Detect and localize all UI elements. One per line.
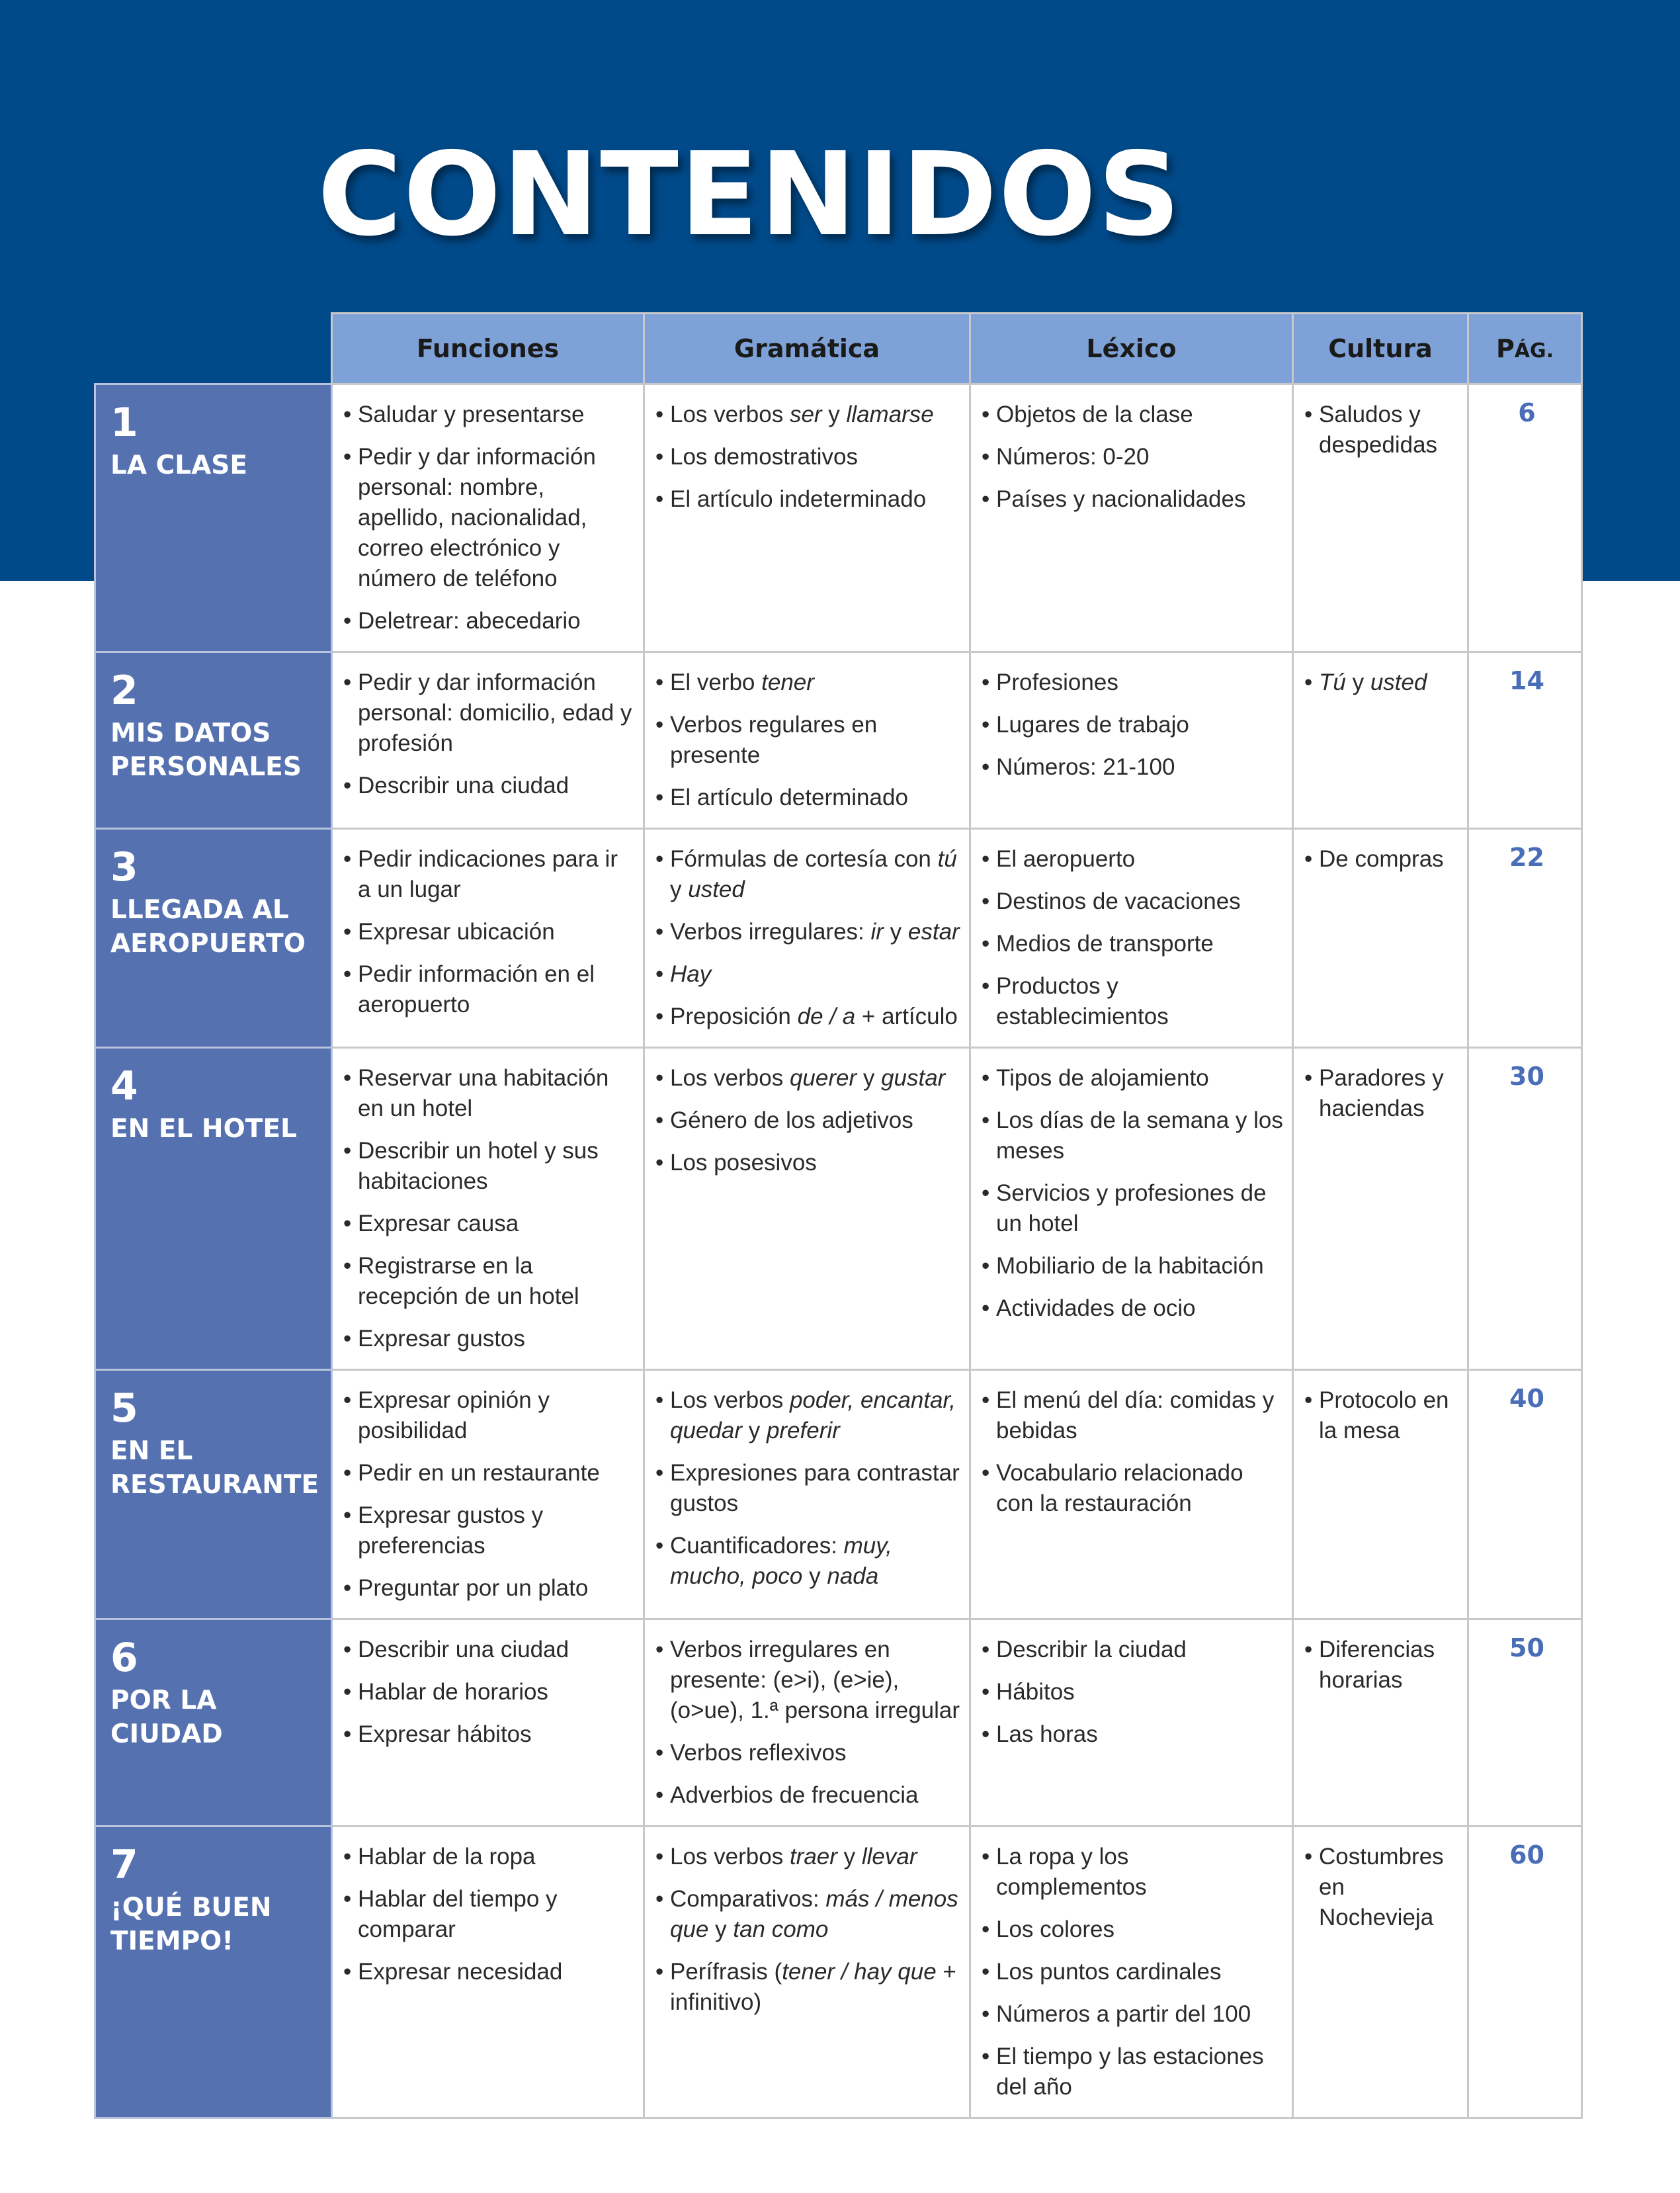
cultura-cell [1293, 829, 1468, 1048]
cultura-item: • Diferencias horarias [1304, 1635, 1460, 1696]
gramatica-item: • Los verbos querer y gustar [655, 1063, 962, 1094]
lexico-item: • Profesiones [982, 667, 1285, 698]
gramatica-item: • Verbos regulares en presente [655, 710, 962, 771]
unit-name: MIS DATOS PERSONALES [110, 718, 302, 782]
unit-name: LA CLASE [110, 451, 247, 480]
lexico-cell [970, 652, 1293, 829]
gramatica-item-italic: tener / hay que [782, 1959, 937, 1985]
unit-row [95, 1048, 1582, 1370]
gramatica-item-italic: usted [688, 877, 745, 902]
gramatica-item: • El verbo tener [655, 667, 962, 698]
unit-number: 7 [110, 1842, 138, 1888]
lexico-list [982, 1635, 1285, 1750]
gramatica-item: • Género de los adjetivos [655, 1105, 962, 1136]
lexico-item: • Países y nacionalidades [982, 484, 1285, 515]
funciones-item: • Expresar necesidad [343, 1957, 636, 1987]
gramatica-item-italic: gustar [881, 1065, 946, 1091]
funciones-list [343, 1842, 636, 1987]
lexico-item: • Las horas [982, 1719, 1285, 1750]
lexico-cell [970, 1370, 1293, 1619]
cultura-cell [1293, 384, 1468, 652]
lexico-item: • Hábitos [982, 1677, 1285, 1707]
cultura-cell [1293, 1827, 1468, 2118]
gramatica-item-italic: más / menos que [670, 1886, 958, 1942]
cultura-list [1304, 667, 1460, 698]
lexico-cell [970, 829, 1293, 1048]
cultura-item-italic: Tú [1319, 669, 1346, 695]
funciones-list [343, 1063, 636, 1354]
lexico-item: • Actividades de ocio [982, 1293, 1285, 1324]
gramatica-list [655, 1385, 962, 1592]
funciones-item: • Pedir indicaciones para ir a un lugar [343, 844, 636, 905]
lexico-list [982, 844, 1285, 1032]
gramatica-cell [644, 829, 970, 1048]
funciones-item: • Hablar de horarios [343, 1677, 636, 1707]
funciones-item: • Hablar del tiempo y comparar [343, 1884, 636, 1945]
cultura-cell [1293, 652, 1468, 829]
funciones-item: • Pedir y dar información personal: nombre, apellido, nacionalidad, correo electrónico y número de teléfono [343, 442, 636, 594]
funciones-item: • Deletrear: abecedario [343, 606, 636, 636]
unit-cell [95, 384, 332, 652]
gramatica-item-italic: querer [789, 1065, 857, 1091]
funciones-list [343, 1635, 636, 1750]
header-pagina-rest: ÁG. [1514, 339, 1554, 363]
lexico-cell [970, 1827, 1293, 2118]
gramatica-item-italic: tener [761, 669, 814, 695]
funciones-item: • Expresar causa [343, 1209, 636, 1239]
table-header-row [95, 314, 1582, 384]
gramatica-item: • Adverbios de frecuencia [655, 1780, 962, 1811]
contents-table [94, 312, 1583, 2119]
page-number: 40 [1468, 1370, 1582, 1619]
funciones-item: • Registrarse en la recepción de un hotel [343, 1251, 636, 1312]
cultura-item-italic: usted [1370, 669, 1427, 695]
cultura-item: • Protocolo en la mesa [1304, 1385, 1460, 1446]
unit-name: LLEGADA AL AEROPUERTO [110, 895, 306, 959]
funciones-item: • Saludar y presentarse [343, 400, 636, 430]
unit-cell [95, 652, 332, 829]
lexico-item: • Lugares de trabajo [982, 710, 1285, 740]
gramatica-item: • El artículo determinado [655, 783, 962, 813]
lexico-item: • Los puntos cardinales [982, 1957, 1285, 1987]
page-number: 30 [1468, 1048, 1582, 1370]
lexico-item: • El tiempo y las estaciones del año [982, 2042, 1285, 2102]
unit-cell [95, 1827, 332, 2118]
funciones-cell [332, 1048, 644, 1370]
gramatica-cell [644, 1827, 970, 2118]
unit-number: 5 [110, 1385, 138, 1432]
funciones-item: • Expresar opinión y posibilidad [343, 1385, 636, 1446]
lexico-item: • Objetos de la clase [982, 400, 1285, 430]
gramatica-item: • Perífrasis (tener / hay que + infinitivo) [655, 1957, 962, 2018]
gramatica-item-italic: traer [789, 1844, 837, 1870]
gramatica-item: • El artículo indeterminado [655, 484, 962, 515]
gramatica-item: • Fórmulas de cortesía con tú y usted [655, 844, 962, 905]
gramatica-cell [644, 652, 970, 829]
lexico-item: • Los días de la semana y los meses [982, 1105, 1285, 1166]
lexico-item: • Números: 0-20 [982, 442, 1285, 472]
gramatica-item: • Verbos irregulares en presente: (e>i), (e>ie), (o>ue), 1.ª persona irregular [655, 1635, 962, 1726]
lexico-item: • Mobiliario de la habitación [982, 1251, 1285, 1281]
lexico-item: • Tipos de alojamiento [982, 1063, 1285, 1094]
funciones-item: • Preguntar por un plato [343, 1573, 636, 1604]
unit-cell [95, 1048, 332, 1370]
lexico-item: • Los colores [982, 1914, 1285, 1945]
unit-row [95, 1370, 1582, 1619]
funciones-list [343, 667, 636, 801]
unit-name: EN EL HOTEL [110, 1114, 297, 1144]
cultura-cell [1293, 1370, 1468, 1619]
unit-number: 2 [110, 667, 138, 714]
cultura-list [1304, 1635, 1460, 1696]
cultura-item: • Saludos y despedidas [1304, 400, 1460, 460]
cultura-list [1304, 844, 1460, 875]
header-gramatica: Gramática [644, 314, 970, 384]
cultura-item: • De compras [1304, 844, 1460, 875]
unit-number: 3 [110, 844, 138, 890]
gramatica-list [655, 667, 962, 813]
gramatica-item: • Verbos irregulares: ir y estar [655, 917, 962, 947]
lexico-item: • Números a partir del 100 [982, 1999, 1285, 2030]
cultura-list [1304, 1842, 1460, 1933]
page-number: 60 [1468, 1827, 1582, 2118]
lexico-item: • Servicios y profesiones de un hotel [982, 1178, 1285, 1239]
page-number: 50 [1468, 1619, 1582, 1827]
gramatica-list [655, 400, 962, 515]
lexico-item: • Describir la ciudad [982, 1635, 1285, 1665]
gramatica-item: • Los demostrativos [655, 442, 962, 472]
gramatica-item: • Cuantificadores: muy, mucho, poco y nada [655, 1531, 962, 1592]
unit-row [95, 829, 1582, 1048]
cultura-cell [1293, 1619, 1468, 1827]
funciones-item: • Pedir y dar información personal: domicilio, edad y profesión [343, 667, 636, 759]
gramatica-item-italic: llevar [861, 1844, 917, 1870]
funciones-cell [332, 652, 644, 829]
gramatica-cell [644, 1370, 970, 1619]
lexico-list [982, 400, 1285, 515]
gramatica-item-italic: ser [789, 402, 822, 427]
funciones-cell [332, 829, 644, 1048]
cultura-item: • Paradores y haciendas [1304, 1063, 1460, 1124]
gramatica-list [655, 844, 962, 1032]
lexico-item: • El aeropuerto [982, 844, 1285, 875]
cultura-list [1304, 1063, 1460, 1124]
cultura-item: • Costumbres en Nochevieja [1304, 1842, 1460, 1933]
unit-number: 6 [110, 1635, 138, 1681]
unit-name: POR LA CIUDAD [110, 1686, 223, 1749]
funciones-item: • Expresar gustos [343, 1324, 636, 1354]
page-number: 14 [1468, 652, 1582, 829]
header-funciones: Funciones [332, 314, 644, 384]
gramatica-item-italic: preferir [766, 1418, 840, 1443]
unit-cell [95, 1619, 332, 1827]
funciones-item: • Expresar ubicación [343, 917, 636, 947]
lexico-item: • Números: 21-100 [982, 752, 1285, 783]
gramatica-item: • Los verbos traer y llevar [655, 1842, 962, 1872]
lexico-item: • Productos y establecimientos [982, 971, 1285, 1032]
gramatica-item-italic: tan como [733, 1916, 829, 1942]
unit-row [95, 384, 1582, 652]
unit-number: 1 [110, 400, 138, 446]
lexico-item: • La ropa y los complementos [982, 1842, 1285, 1903]
gramatica-item-italic: tú [937, 846, 957, 872]
gramatica-item-italic: poder, encantar, quedar [670, 1387, 956, 1443]
gramatica-item: • Verbos reflexivos [655, 1738, 962, 1768]
funciones-list [343, 1385, 636, 1604]
lexico-cell [970, 1619, 1293, 1827]
funciones-item: • Pedir información en el aeropuerto [343, 959, 636, 1020]
funciones-list [343, 400, 636, 636]
gramatica-item: • Los verbos poder, encantar, quedar y preferir [655, 1385, 962, 1446]
unit-number: 4 [110, 1063, 138, 1109]
unit-name: EN EL RESTAURANTE [110, 1436, 319, 1500]
gramatica-item: • Comparativos: más / menos que y tan como [655, 1884, 962, 1945]
funciones-item: • Expresar hábitos [343, 1719, 636, 1750]
gramatica-item: • Los posesivos [655, 1148, 962, 1178]
page-number: 6 [1468, 384, 1582, 652]
cultura-cell [1293, 1048, 1468, 1370]
funciones-item: • Hablar de la ropa [343, 1842, 636, 1872]
lexico-cell [970, 384, 1293, 652]
funciones-item: • Describir una ciudad [343, 771, 636, 801]
funciones-cell [332, 1370, 644, 1619]
lexico-list [982, 1842, 1285, 2102]
header-lexico: Léxico [970, 314, 1293, 384]
gramatica-list [655, 1635, 962, 1811]
funciones-item: • Pedir en un restaurante [343, 1458, 636, 1488]
unit-row [95, 1827, 1582, 2118]
lexico-list [982, 667, 1285, 783]
unit-name: ¡QUÉ BUEN TIEMPO! [110, 1893, 272, 1956]
cultura-item: • Tú y usted [1304, 667, 1460, 698]
lexico-item: • Destinos de vacaciones [982, 886, 1285, 917]
gramatica-item-italic: estar [907, 919, 960, 945]
header-cultura: Cultura [1293, 314, 1468, 384]
gramatica-cell [644, 1048, 970, 1370]
funciones-item: • Reservar una habitación en un hotel [343, 1063, 636, 1124]
cultura-list [1304, 1385, 1460, 1446]
funciones-cell [332, 1827, 644, 2118]
unit-row [95, 1619, 1582, 1827]
lexico-item: • El menú del día: comidas y bebidas [982, 1385, 1285, 1446]
lexico-cell [970, 1048, 1293, 1370]
gramatica-list [655, 1842, 962, 2018]
unit-cell [95, 1370, 332, 1619]
gramatica-item-italic: llamarse [846, 402, 934, 427]
page-title: CONTENIDOS [317, 128, 1182, 262]
cultura-list [1304, 400, 1460, 460]
lexico-list [982, 1385, 1285, 1519]
unit-row [95, 652, 1582, 829]
gramatica-cell [644, 1619, 970, 1827]
lexico-list [982, 1063, 1285, 1324]
funciones-item: • Expresar gustos y preferencias [343, 1500, 636, 1561]
lexico-item: • Medios de transporte [982, 929, 1285, 959]
unit-cell [95, 829, 332, 1048]
header-pagina-initial: P [1495, 334, 1515, 363]
funciones-list [343, 844, 636, 1020]
gramatica-item-italic: muy, mucho, poco [670, 1533, 892, 1589]
table-body [95, 384, 1582, 2118]
gramatica-item: • Preposición de / a + artículo [655, 1002, 962, 1032]
page-number: 22 [1468, 829, 1582, 1048]
funciones-item: • Describir un hotel y sus habitaciones [343, 1136, 636, 1197]
gramatica-item-italic: nada [827, 1563, 879, 1589]
gramatica-list [655, 1063, 962, 1178]
funciones-cell [332, 1619, 644, 1827]
gramatica-cell [644, 384, 970, 652]
gramatica-item-italic: Hay [670, 961, 712, 987]
header-pagina [1468, 314, 1582, 384]
gramatica-item-italic: ir [870, 919, 884, 945]
funciones-cell [332, 384, 644, 652]
gramatica-item: • Los verbos ser y llamarse [655, 400, 962, 430]
lexico-item: • Vocabulario relacionado con la restauración [982, 1458, 1285, 1519]
funciones-item: • Describir una ciudad [343, 1635, 636, 1665]
gramatica-item-italic: de / a [797, 1004, 856, 1029]
gramatica-item: • Expresiones para contrastar gustos [655, 1458, 962, 1519]
header-blank-cell [95, 314, 332, 384]
gramatica-item [655, 959, 962, 990]
